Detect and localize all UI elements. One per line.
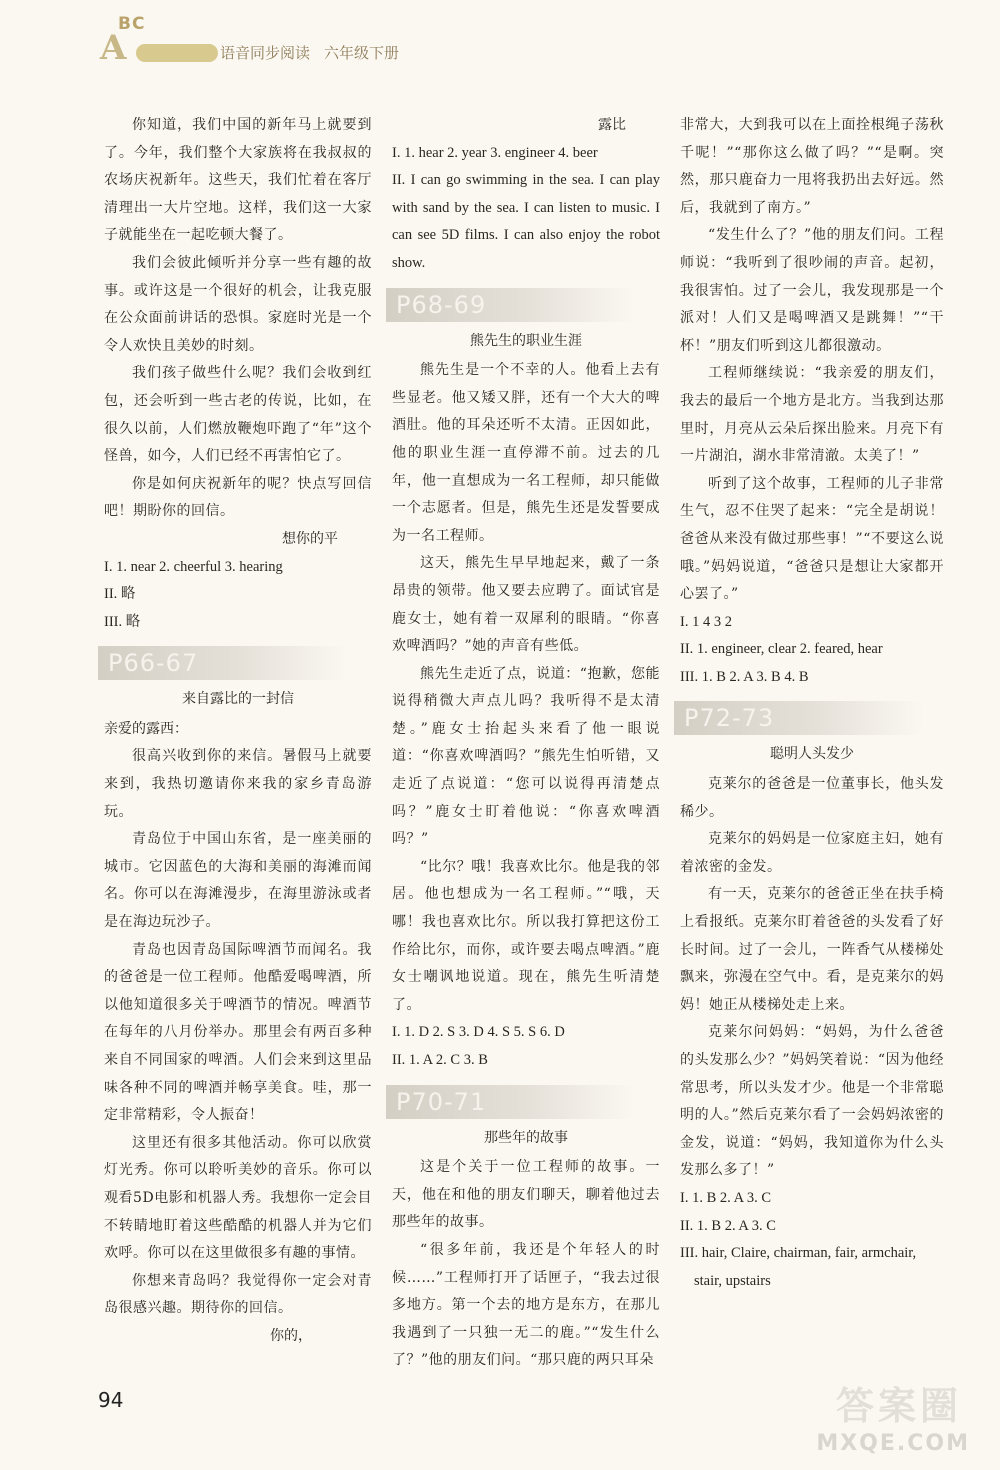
paragraph: 你知道，我们中国的新年马上就要到了。今年，我们整个大家族将在我叔叔的农场庆祝新年。这些天，我们忙着在客厅清理出一大片空地。这样，我们这一大家子就能坐在一起吃顿大餐了。	[104, 117, 372, 244]
story-title: 熊先生的职业生涯	[470, 332, 582, 349]
answer-line: I. 1 4 3 2	[680, 613, 732, 630]
series-title: 语音同步阅读	[220, 44, 311, 62]
paragraph: 熊先生是一个不幸的人。他看上去有些显老。他又矮又胖，还有一个大大的啤酒肚。他的耳朵还听不太清。正因如此，他的职业生涯一直停滞不前。过去的几年，他一直想成为一名工程师，却只能做一个志愿者。但是，熊先生还是发誓要成为一名工程师。	[392, 362, 660, 544]
paragraph: 工程师继续说：“我亲爱的朋友们，我去的最后一个地方是北方。当我到达那里时，月亮从云朵后探出脸来。月亮下有一片湖泊，湖水非常清澈。太美了！”	[680, 365, 944, 465]
answer-line: I. 1. hear 2. year 3. engineer 4. beer	[392, 144, 598, 161]
paragraph: 很高兴收到你的来信。暑假马上就要来到，我热切邀请你来我的家乡青岛游玩。	[104, 748, 372, 820]
section-heading: P68-69	[386, 288, 636, 322]
answer-line: I. 1. D 2. S 3. D 4. S 5. S 6. D	[392, 1024, 565, 1041]
paragraph: “很多年前，我还是个年轻人的时候……”工程师打开了话匣子，“我去过很多地方。第一个去的地方是东方，在那儿我遇到了一只独一无二的鹿。”“发生什么了？”他的朋友们问。“那只鹿的两只耳朵	[392, 1241, 660, 1369]
grade-label: 六年级下册	[324, 44, 400, 62]
page-number: 94	[98, 1388, 124, 1412]
page-header	[96, 14, 496, 68]
paragraph: 克莱尔的爸爸是一位董事长，他头发稀少。	[680, 776, 944, 820]
paragraph: 你想来青岛吗？我觉得你一定会对青岛很感兴趣。期待你的回信。	[104, 1272, 372, 1317]
column-middle	[392, 112, 660, 1375]
paragraph: 我们会彼此倾听并分享一些有趣的故事。或许这是一个很好的机会，让我克服在公众面前讲话的恐惧。家庭时光是一个令人欢快且美妙的时刻。	[104, 254, 372, 354]
paragraph: 有一天，克莱尔的爸爸正坐在扶手椅上看报纸。克莱尔盯着爸爸的头发看了好长时间。过了一会儿，一阵香气从楼梯处飘来，弥漫在空气中。看，是克莱尔的妈妈！她正从楼梯处走上来。	[680, 886, 944, 1013]
answer-line: I. 1. near 2. cheerful 3. hearing	[104, 558, 283, 575]
paragraph: “发生什么了？”他的朋友们问。工程师说：“我听到了很吵闹的声音。起初，我很害怕。过了一会儿，我发现那是一个派对！人们又是喝啤酒又是跳舞！”“干杯！”朋友们听到这儿都很激动。	[680, 227, 944, 354]
paragraph: “比尔？哦！我喜欢比尔。他是我的邻居。他也想成为一名工程师。”“哦，天哪！我也喜欢比尔。所以我打算把这份工作给比尔，而你，或许要去喝点啤酒。”鹿女士嘲讽地说道。现在，熊先生听清楚了。	[392, 858, 660, 1013]
story-title: 那些年的故事	[484, 1129, 568, 1146]
paragraph: 青岛也因青岛国际啤酒节而闻名。我的爸爸是一位工程师。他酷爱喝啤酒，所以他知道很多关于啤酒节的情况。啤酒节在每年的八月份举办。那里会有两百多种来自不同国家的啤酒。人们会来到这里品味各种不同的啤酒并畅享美食。哇，那一定非常精彩，令人振奋！	[104, 941, 372, 1124]
answer-line: II. 略	[104, 586, 136, 603]
paragraph: 非常大，大到我可以在上面拴根绳子荡秋千呢！”“那你这么做了吗？”“是啊。突然，那只鹿奋力一甩将我扔出去好远。然后，我就到了南方。”	[680, 117, 944, 216]
paragraph: 熊先生走近了点，说道：“抱歉，您能说得稍微大声点儿吗？我听得不是太清楚。”鹿女士抬起头来看了他一眼说道：“你喜欢啤酒吗？”熊先生怕听错，又走近了点说道：“您可以说得再清楚点吗？”鹿女士盯着他说：“你喜欢啤酒吗？”	[392, 665, 660, 848]
watermark-cn: 答案圈	[835, 1384, 962, 1428]
answer-line: II. 1. B 2. A 3. C	[680, 1217, 776, 1234]
book-logo	[96, 14, 216, 68]
site-watermark	[770, 1376, 970, 1456]
section-heading: P72-73	[674, 701, 924, 735]
paragraph: 这是个关于一位工程师的故事。一天，他在和他的朋友们聊天，聊着他过去那些年的故事。	[392, 1159, 660, 1231]
watermark-en: MXQE.COM	[816, 1431, 970, 1456]
book-title	[220, 42, 399, 63]
story-title: 聪明人头发少	[770, 746, 854, 763]
column-left	[104, 112, 372, 1351]
logo-a: A	[100, 28, 127, 68]
answer-line: stair, upstairs	[694, 1272, 771, 1289]
section-heading: P66-67	[98, 646, 348, 680]
column-right	[680, 112, 944, 1295]
logo-bc: BC	[118, 14, 146, 34]
answer-paragraph: II. I can go swimming in the sea. I can play with sand by the sea. I can listen to music. I can see 5D films. I can also enjoy the robot show.	[392, 172, 660, 271]
paragraph: 克莱尔问妈妈：“妈妈，为什么爸爸的头发那么少？”妈妈笑着说：“因为他经常思考，所以头发才少。他是一个非常聪明的人。”然后克莱尔看了一会妈妈浓密的金发，说道：“妈妈，我知道你为什么头发那么多了！”	[680, 1024, 944, 1179]
answer-line: I. 1. B 2. A 3. C	[680, 1189, 772, 1206]
paragraph: 这天，熊先生早早地起来，戴了一条昂贵的领带。他又要去应聘了。面试官是鹿女士，她有着一双犀利的眼睛。“你喜欢啤酒吗？”她的声音有些低。	[392, 555, 660, 655]
section-heading: P70-71	[386, 1085, 636, 1119]
paragraph: 这里还有很多其他活动。你可以欣赏灯光秀。你可以聆听美妙的音乐。你可以观看5D电影和机器人秀。我想你一定会目不转睛地盯着这些酷酷的机器人并为它们欢呼。你可以在这里做很多有趣的事情。	[104, 1134, 372, 1262]
logo-badge-icon	[136, 44, 218, 62]
paragraph: 我们孩子做些什么呢？我们会收到红包，还会听到一些古老的传说，比如，在很久以前，人们燃放鞭炮吓跑了“年”这个怪兽，如今，人们已经不再害怕它了。	[104, 365, 372, 465]
signature: 想你的平	[282, 530, 338, 547]
answer-line: II. 1. A 2. C 3. B	[392, 1052, 488, 1068]
answer-line: III. 略	[104, 613, 141, 630]
answer-line: III. hair, Claire, chairman, fair, armchair,	[680, 1245, 917, 1262]
signature: 露比	[598, 117, 626, 133]
story-title: 来自露比的一封信	[182, 691, 294, 708]
paragraph: 青岛位于中国山东省，是一座美丽的城市。它因蓝色的大海和美丽的海滩而闻名。你可以在海滩漫步，在海里游泳或者是在海边玩沙子。	[104, 831, 372, 931]
answer-line: II. 1. engineer, clear 2. feared, hear	[680, 641, 883, 658]
paragraph: 克莱尔的妈妈是一位家庭主妇，她有着浓密的金发。	[680, 831, 944, 875]
salutation: 亲爱的露西：	[104, 720, 188, 737]
paragraph: 你是如何庆祝新年的呢？快点写回信吧！期盼你的回信。	[104, 475, 372, 520]
paragraph: 听到了这个故事，工程师的儿子非常生气，忍不住哭了起来：“完全是胡说！爸爸从来没有做过那些事！”“不要这么说哦。”妈妈说道，“爸爸只是想让大家都开心罢了。”	[680, 475, 944, 603]
closing: 你的，	[270, 1327, 312, 1344]
answer-line: III. 1. B 2. A 3. B 4. B	[680, 668, 809, 685]
